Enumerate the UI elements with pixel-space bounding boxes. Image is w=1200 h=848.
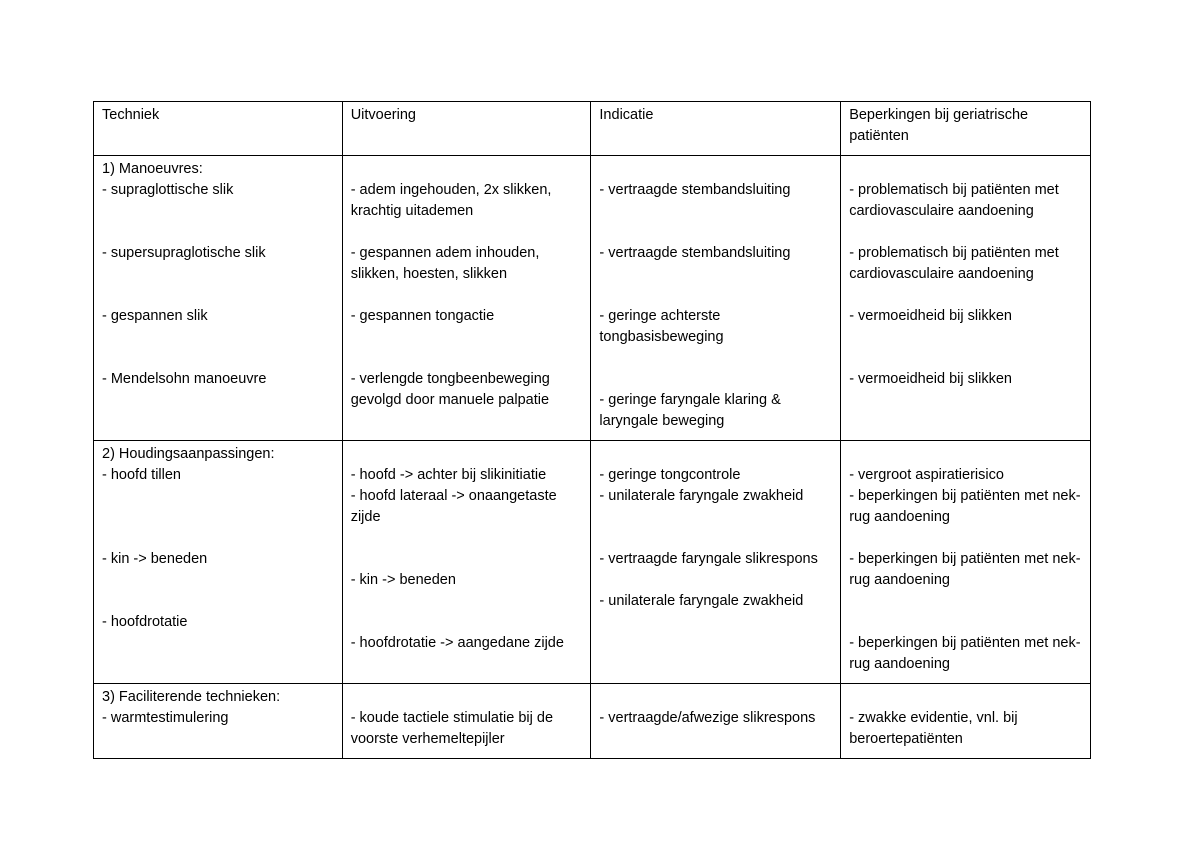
cell-line bbox=[102, 528, 336, 549]
cell-line: - problematisch bij patiënten met cardiovasculaire aandoening bbox=[849, 245, 1063, 282]
cell-uitvoering bbox=[342, 156, 591, 441]
cell-line bbox=[102, 285, 336, 306]
cell-techniek bbox=[94, 156, 343, 441]
cell-line bbox=[351, 612, 585, 633]
cell-line: - zwakke evidentie, vnl. bij beroertepatiënten bbox=[849, 710, 1022, 747]
cell-line bbox=[849, 159, 1084, 180]
cell-line bbox=[599, 222, 834, 243]
cell-line bbox=[102, 222, 336, 243]
cell-line bbox=[599, 687, 834, 708]
cell-line bbox=[849, 327, 1084, 348]
cell-line bbox=[849, 612, 1084, 633]
table-row-houdingsaanpassingen bbox=[94, 441, 1091, 684]
cell-line bbox=[102, 507, 336, 528]
cell-line bbox=[351, 348, 585, 369]
cell-line bbox=[599, 507, 834, 528]
header-cell-uitvoering: Uitvoering bbox=[342, 102, 591, 156]
cell-line: 2) Houdingsaanpassingen: bbox=[102, 446, 275, 462]
cell-line: - vermoeidheid bij slikken bbox=[849, 371, 1012, 387]
cell-line: - vertraagde stembandsluiting bbox=[599, 182, 791, 198]
cell-line: - kin -> beneden bbox=[350, 572, 456, 588]
cell-line bbox=[849, 285, 1084, 306]
cell-line bbox=[351, 159, 585, 180]
cell-line: - unilaterale faryngale zwakheid bbox=[599, 488, 804, 504]
cell-line bbox=[849, 687, 1084, 708]
cell-line bbox=[599, 528, 834, 549]
cell-indicatie bbox=[591, 441, 841, 684]
table-header-row bbox=[94, 102, 1091, 156]
cell-line: - hoofdrotatie bbox=[102, 614, 188, 630]
cell-line bbox=[351, 222, 585, 243]
cell-line: - vertraagde/afwezige slikrespons bbox=[599, 710, 816, 726]
cell-line: - hoofdrotatie -> aangedane zijde bbox=[350, 635, 564, 651]
cell-line bbox=[102, 486, 336, 507]
cell-techniek bbox=[94, 684, 343, 759]
cell-line: - vertraagde stembandsluiting bbox=[599, 245, 791, 261]
cell-line: - gespannen slik bbox=[102, 308, 208, 324]
cell-line: - Mendelsohn manoeuvre bbox=[102, 371, 267, 387]
cell-line: 1) Manoeuvres: bbox=[102, 161, 203, 177]
cell-line: - warmtestimulering bbox=[102, 710, 229, 726]
cell-line: - beperkingen bij patiënten met nek-rug aandoening bbox=[849, 635, 1081, 672]
cell-line: - beperkingen bij patiënten met nek-rug aandoening bbox=[849, 551, 1081, 588]
cell-line bbox=[102, 327, 336, 348]
cell-line: - hoofd lateraal -> onaangetaste zijde bbox=[350, 488, 561, 525]
cell-line: - hoofd -> achter bij slikinitiatie bbox=[350, 467, 547, 483]
cell-line bbox=[599, 348, 834, 369]
cell-line bbox=[849, 591, 1084, 612]
cell-line: - beperkingen bij patiënten met nek-rug aandoening bbox=[849, 488, 1081, 525]
header-cell-indicatie: Indicatie bbox=[591, 102, 841, 156]
cell-line bbox=[599, 369, 834, 390]
cell-line: - geringe faryngale klaring & laryngale beweging bbox=[599, 392, 785, 429]
cell-line bbox=[102, 348, 336, 369]
cell-line bbox=[102, 570, 336, 591]
cell-line bbox=[849, 348, 1084, 369]
cell-line: - koude tactiele stimulatie bij de voorste verhemeltepijler bbox=[350, 710, 558, 747]
cell-beperkingen bbox=[841, 156, 1091, 441]
cell-line: - vergroot aspiratierisico bbox=[849, 467, 1004, 483]
cell-line: - hoofd tillen bbox=[102, 467, 181, 483]
cell-line bbox=[599, 285, 834, 306]
cell-uitvoering bbox=[342, 441, 591, 684]
cell-line: - vertraagde faryngale slikrespons bbox=[599, 551, 818, 567]
cell-line bbox=[351, 549, 585, 570]
cell-line bbox=[599, 264, 834, 285]
cell-line: - supraglottische slik bbox=[102, 182, 234, 198]
techniques-table bbox=[93, 101, 1091, 759]
cell-line bbox=[102, 264, 336, 285]
table-row-manoeuvres bbox=[94, 156, 1091, 441]
cell-line bbox=[351, 327, 585, 348]
table-row-faciliterende-technieken bbox=[94, 684, 1091, 759]
cell-line: - supersupraglotische slik bbox=[102, 245, 266, 261]
cell-line: 3) Faciliterende technieken: bbox=[102, 689, 281, 705]
header-cell-techniek: Techniek bbox=[94, 102, 343, 156]
cell-line: - gespannen adem inhouden, slikken, hoesten, slikken bbox=[350, 245, 544, 282]
cell-indicatie bbox=[591, 684, 841, 759]
cell-beperkingen bbox=[841, 441, 1091, 684]
cell-line: - problematisch bij patiënten met cardiovasculaire aandoening bbox=[849, 182, 1063, 219]
cell-beperkingen bbox=[841, 684, 1091, 759]
cell-line bbox=[351, 687, 585, 708]
cell-indicatie bbox=[591, 156, 841, 441]
cell-line: - gespannen tongactie bbox=[350, 308, 495, 324]
cell-line: - verlengde tongbeenbeweging gevolgd door manuele palpatie bbox=[350, 371, 554, 408]
cell-line bbox=[102, 591, 336, 612]
cell-line bbox=[599, 201, 834, 222]
cell-line bbox=[351, 285, 585, 306]
cell-line: - adem ingehouden, 2x slikken, krachtig uitademen bbox=[350, 182, 556, 219]
cell-line bbox=[351, 591, 585, 612]
cell-line: - geringe achterste tongbasisbeweging bbox=[599, 308, 725, 345]
cell-techniek bbox=[94, 441, 343, 684]
cell-line: - vermoeidheid bij slikken bbox=[849, 308, 1012, 324]
cell-line bbox=[351, 444, 585, 465]
cell-line bbox=[599, 444, 834, 465]
cell-line: - unilaterale faryngale zwakheid bbox=[599, 593, 804, 609]
header-cell-beperkingen: Beperkingen bij geriatrische patiënten bbox=[841, 102, 1091, 156]
cell-line bbox=[599, 159, 834, 180]
cell-line bbox=[849, 528, 1084, 549]
cell-line bbox=[849, 222, 1084, 243]
cell-line: - geringe tongcontrole bbox=[599, 467, 741, 483]
cell-line: - kin -> beneden bbox=[102, 551, 208, 567]
cell-line bbox=[351, 528, 585, 549]
cell-line bbox=[849, 444, 1084, 465]
cell-uitvoering bbox=[342, 684, 591, 759]
cell-line bbox=[102, 201, 336, 222]
cell-line bbox=[599, 570, 834, 591]
cell-line bbox=[102, 390, 336, 411]
